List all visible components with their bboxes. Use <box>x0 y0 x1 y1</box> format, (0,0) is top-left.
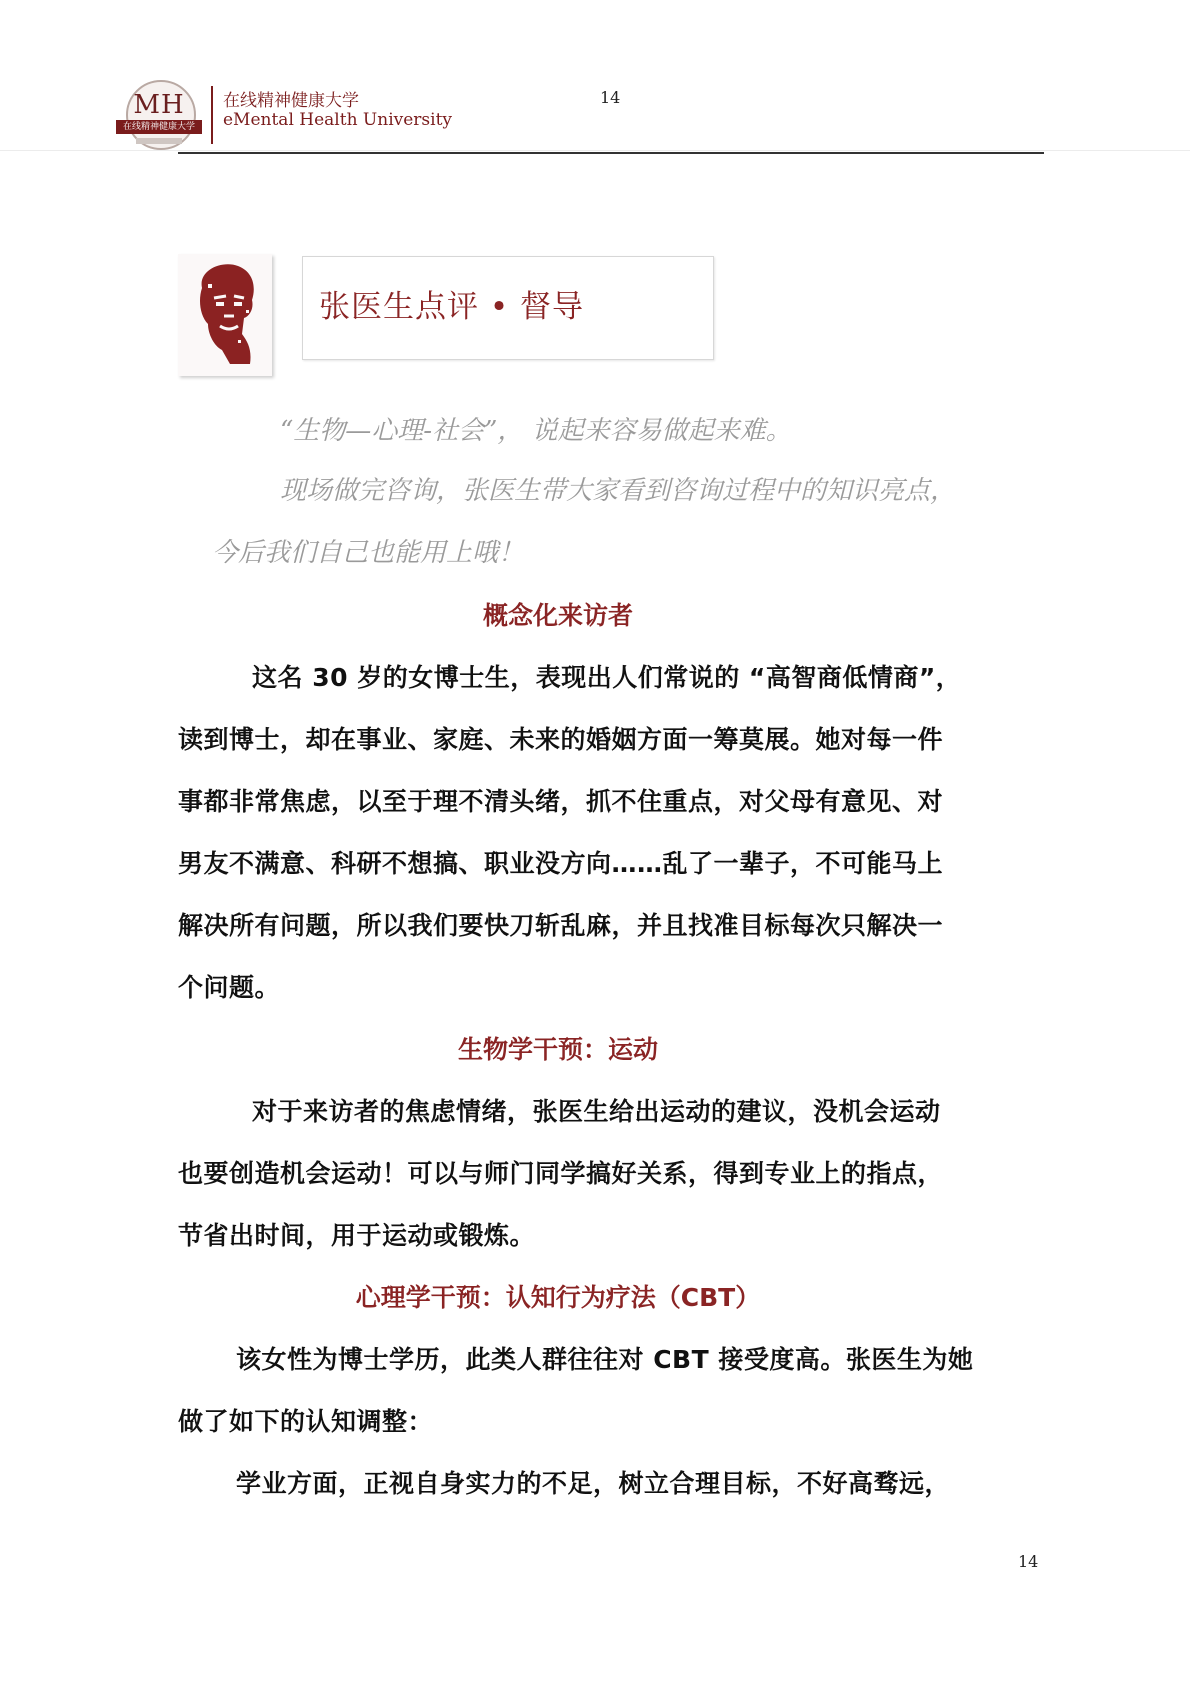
paragraph-line: 男友不满意、科研不想搞、职业没方向……乱了一辈子，不可能马上 <box>178 849 944 878</box>
intro-line-2: 现场做完咨询，张医生带大家看到咨询过程中的知识亮点， <box>280 476 957 506</box>
paragraph-line: 学业方面，正视自身实力的不足，树立合理目标，不好高骛远， <box>236 1469 951 1498</box>
paragraph-line: 个问题。 <box>178 973 281 1002</box>
intro-line-1: “生物—心理-社会”， 说起来容易做起来难。 <box>280 416 792 446</box>
paragraph-line: 解决所有问题，所以我们要快刀斩乱麻，并且找准目标每次只解决一 <box>178 911 944 940</box>
header-rule <box>178 152 1044 154</box>
section-heading: 生物学干预：运动 <box>457 1035 658 1064</box>
intro-line-3: 今后我们自己也能用上哦！ <box>212 538 525 568</box>
logo-text: MH <box>133 90 185 120</box>
paragraph-line: 该女性为博士学历，此类人群往往对 CBT 接受度高。张医生为她 <box>236 1345 974 1374</box>
paragraph-line: 这名 30 岁的女博士生，表现出人们常说的 “高智商低情商”， <box>252 663 962 692</box>
university-name-cn: 在线精神健康大学 <box>223 91 359 111</box>
section-heading: 心理学干预：认知行为疗法（CBT） <box>355 1283 761 1312</box>
paragraph-line: 对于来访者的焦虑情绪，张医生给出运动的建议，没机会运动 <box>252 1097 941 1126</box>
paragraph-line: 也要创造机会运动！可以与师门同学搞好关系，得到专业上的指点， <box>178 1159 944 1188</box>
footer-page-number: 14 <box>1018 1552 1039 1571</box>
header-divider <box>211 86 213 144</box>
logo-ribbon: 在线精神健康大学 <box>116 120 202 134</box>
logo-subtext <box>136 138 182 144</box>
header-page-number: 14 <box>600 88 621 107</box>
university-logo <box>116 80 202 152</box>
paragraph-line: 事都非常焦虑，以至于理不清头绪，抓不住重点，对父母有意见、对 <box>178 787 944 816</box>
portrait-icon <box>178 254 272 376</box>
portrait-image <box>178 254 272 376</box>
paragraph-line: 做了如下的认知调整： <box>178 1407 434 1436</box>
reviewer-title: 张医生点评 • 督导 <box>319 289 584 325</box>
reviewer-title-box <box>302 256 714 360</box>
header-shadow-line <box>0 150 1190 151</box>
paragraph-line: 节省出时间，用于运动或锻炼。 <box>178 1221 536 1250</box>
section-heading: 概念化来访者 <box>482 601 633 630</box>
paragraph-line: 读到博士，却在事业、家庭、未来的婚姻方面一筹莫展。她对每一件 <box>178 725 944 754</box>
university-name-en: eMental Health University <box>223 110 453 130</box>
